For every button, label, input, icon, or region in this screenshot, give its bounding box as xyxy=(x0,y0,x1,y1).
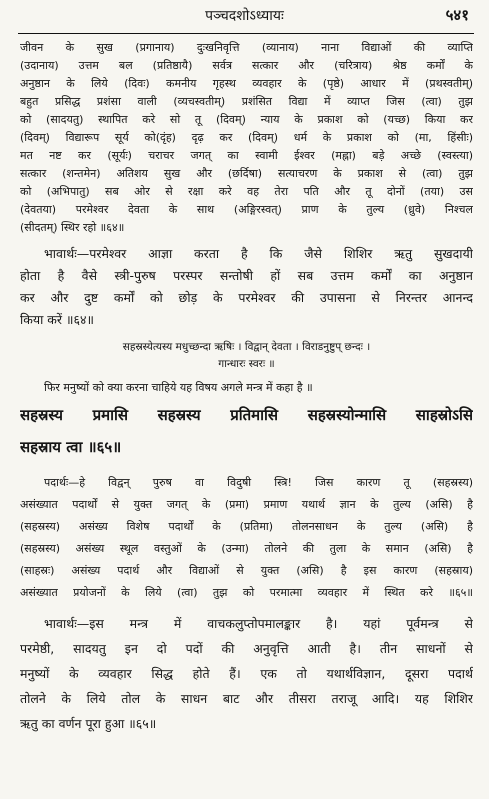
intro-text: फिर मनुष्यों को क्या करना चाहिये यह विषय अगले मन्त्र में कहा है ॥ xyxy=(44,381,313,394)
commentary-line: (उदानाय) उत्तम बल (प्रतिष्ठायै) सर्वत्र सत्कार और (चरित्राय) श्रेष्ठ कर्मों के xyxy=(20,59,473,72)
bhavartha-line: भावार्थः—परमेश्वर आज्ञा करता है कि जैसे शिशिर ऋतु सुखदायी xyxy=(44,246,473,261)
mantra-meta: गान्धारः स्वरः ॥ xyxy=(218,358,275,370)
padartha-line: असंख्यात पदार्थों से युक्त जगत् के (प्रमा) प्रमाण यथार्थ ज्ञान के तुल्य (असि) है xyxy=(20,498,473,511)
padartha-line: (सहस्रस्य) असंख्य स्थूल वस्तुओं के (उन्मा) तोलने की तुला के समान (असि) है xyxy=(20,542,473,555)
padartha-line: पदार्थः—हे विद्वन् पुरुष वा विदुषी स्त्रि! जिस कारण तू (सहस्रस्य) xyxy=(44,476,473,489)
bhavartha-line: किया करें ॥६४॥ xyxy=(20,312,94,327)
commentary-line: सत्कार (शन्तमेन) अतिशय सुख और (छर्दिषा) सत्याचरण के प्रकाश से (त्वा) तुझ xyxy=(20,167,473,180)
commentary-line: जीवन के सुख (प्रगानाय) दुःखनिवृत्ति (व्यानाय) नाना विद्याओं की व्याप्ति xyxy=(20,41,473,54)
page-number: ५४१ xyxy=(445,6,469,24)
commentary-line: (देवतया) परमेश्वर देवता के साथ (अङ्गिरस्वत्) प्राण के तुल्य (ध्रुवे) निश्चल xyxy=(20,203,473,216)
bhavartha-line: कर और दुष्ट कर्मों को छोड़ के परमेश्वर की उपासना से निरन्तर आनन्द xyxy=(20,290,473,305)
commentary-line: (सीदतम्) स्थिर रहो ॥६४॥ xyxy=(20,221,125,234)
bhavartha-line: होता है वैसे स्त्री-पुरुष परस्पर सन्तोषी हों सब उत्तम कर्मों का अनुष्ठान xyxy=(20,268,473,283)
commentary-line: अनुष्ठान के लिये (दिवः) कमनीय गृहस्थ व्यवहार के (पृष्ठे) आधार में (प्रथस्वतीम्) xyxy=(20,77,473,90)
commentary-line: (दिवम्) विद्यारूप सूर्य को(दृंह) दृढ़ कर (दिवम्) धर्म के प्रकाश को (मा, हिंसीः) xyxy=(20,131,473,144)
padartha-line: (साहस्रः) असंख्य पदार्थ और विद्याओं से युक्त (असि) है इस कारण (सहस्राय) xyxy=(20,564,473,577)
commentary-line: को (अभिपातु) सब ओर से रक्षा करे वह तेरा पति और तू दोनों (तया) उस xyxy=(20,185,473,198)
chapter-title: पञ्चदशोऽध्यायः xyxy=(205,8,284,24)
commentary-line: मत नष्ट कर (सूर्यः) चराचर जगत् का स्वामी ईश्वर (मह्ना) बड़े अच्छे (स्वस्त्या) xyxy=(20,149,473,162)
commentary-line: को (सादयतु) स्थापित करे सो तू (दिवम्) न्याय के प्रकाश को (यच्छ) किया कर xyxy=(20,113,473,126)
padartha-line: असंख्यात प्रयोजनों के लिये (त्वा) तुझ को परमात्मा व्यवहार में स्थित करे ॥६५॥ xyxy=(20,586,473,599)
bhavartha-line: तोलने के लिये तोल के साधन बाट और तीसरा तराजू आदि। यह शिशिर xyxy=(20,691,473,706)
mantra-line: सहस्राय त्वा ॥६५॥ xyxy=(20,438,122,456)
bhavartha-line: मनुष्यों के व्यवहार सिद्ध होते हैं। एक तो यथार्थविज्ञान, दूसरा पदार्थ xyxy=(20,666,473,681)
bhavartha-line: परमेष्ठी, सादयतु इन दो पदों की अनुवृत्ति आती है। तीन साधनों से xyxy=(20,641,473,656)
bhavartha-line: भावार्थः—इस मन्त्र में वाचकलुप्तोपमालङ्कार है। यहां पूर्वमन्त्र से xyxy=(44,616,473,631)
page-header xyxy=(0,6,489,32)
bhavartha-line: ऋतु का वर्णन पूरा हुआ ॥६५॥ xyxy=(20,716,157,731)
commentary-line: बहुत प्रसिद्ध प्रशंसा वाली (व्यचस्वतीम्) प्रशंसित विद्या में व्याप्त जिस (त्वा) तुझ xyxy=(20,95,473,108)
mantra-meta: सहस्रस्येत्यस्य मधुच्छन्दा ऋषिः । विद्वान् देवता । विराडनुष्टुप् छन्दः । xyxy=(122,341,371,353)
padartha-line: (सहस्रस्य) असंख्य विशेष पदार्थों के (प्रतिमा) तोलनसाधन के तुल्य (असि) है xyxy=(20,520,473,533)
mantra-line: सहस्रस्य प्रमासि सहस्रस्य प्रतिमासि सहस्रस्योन्मासि साहस्रोऽसि xyxy=(20,406,473,424)
header-rule xyxy=(18,33,474,34)
